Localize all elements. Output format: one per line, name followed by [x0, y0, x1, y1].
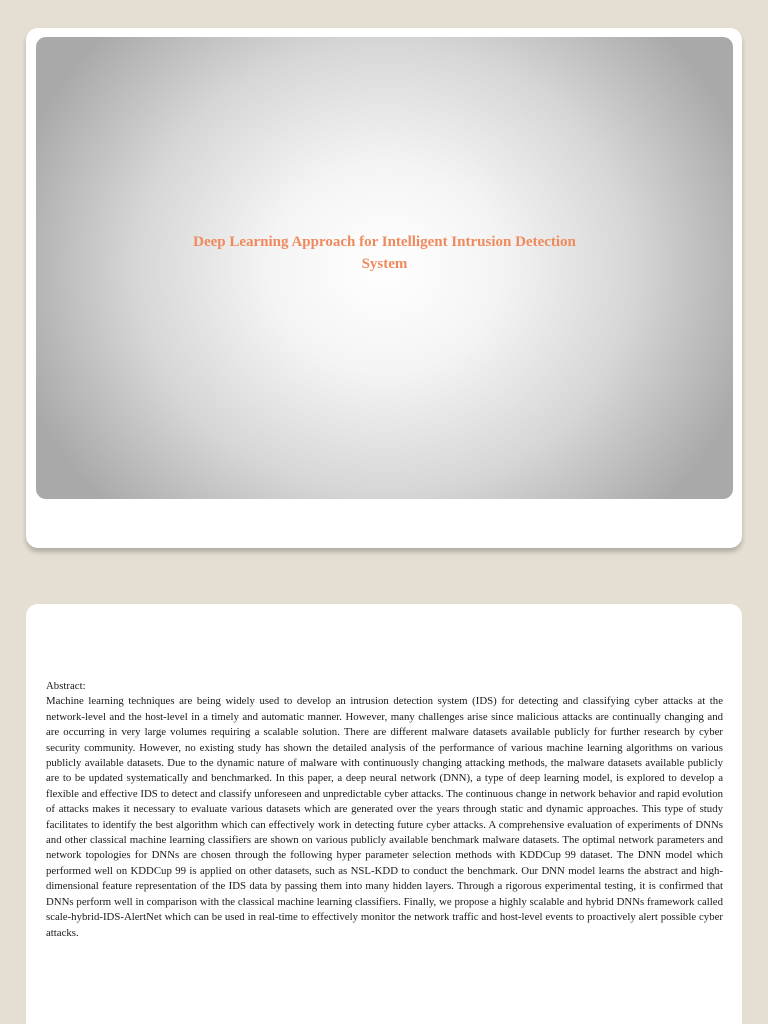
abstract-body: Machine learning techniques are being widely used to develop an intrusion detection system (IDS) for detecting and classifying cyber attacks at the network-level and the host-level in a timely and automatic manner. However, many challenges arise since malicious attacks are continually changing and are occurring in very large volumes requiring a scalable solution. There are different malware datasets available publicly for further research by cyber security community. However, no existing study has shown the detailed analysis of the performance of various machine learning algorithms on various publicly available datasets. Due to the dynamic nature of malware with continuously changing attacking methods, the malware datasets available publicly are to be updated systematically and benchmarked. In this paper, a deep neural network (DNN), a type of deep learning model, is explored to develop a flexible and effective IDS to detect and classify unforeseen and unpredictable cyber attacks. The continuous change in network behavior and rapid evolution of attacks makes it necessary to evaluate various datasets which are generated over the years through static and dynamic approaches. This type of study facilitates to identify the best algorithm which can effectively work in detecting future cyber attacks. A comprehensive evaluation of experiments of DNNs and other classical machine learning classifiers are shown on various publicly available benchmark malware datasets. The optimal network parameters and network topologies for DNNs are chosen through the following hyper parameter selection methods with KDDCup 99 dataset. The DNN model which performed well on KDDCup 99 is applied on other datasets, such as NSL-KDD to conduct the benchmark. Our DNN model learns the abstract and high-dimensional feature representation of the IDS data by passing them into many hidden layers. Through a rigorous experimental testing, it is confirmed that DNNs perform well in comparison with the classical machine learning classifiers. Finally, we propose a highly scalable and hybrid DNNs framework called scale-hybrid-IDS-AlertNet which can be used in real-time to effectively monitor the network traffic and host-level events to proactively alert possible cyber attacks.: [46, 695, 723, 939]
presentation-title: Deep Learning Approach for Intelligent Intrusion Detection System: [193, 234, 576, 272]
title-slide: [26, 28, 742, 548]
abstract-label: Abstract:: [46, 680, 86, 692]
abstract-block: [46, 679, 723, 941]
title-panel: [36, 37, 733, 499]
abstract-slide: [26, 604, 742, 1024]
